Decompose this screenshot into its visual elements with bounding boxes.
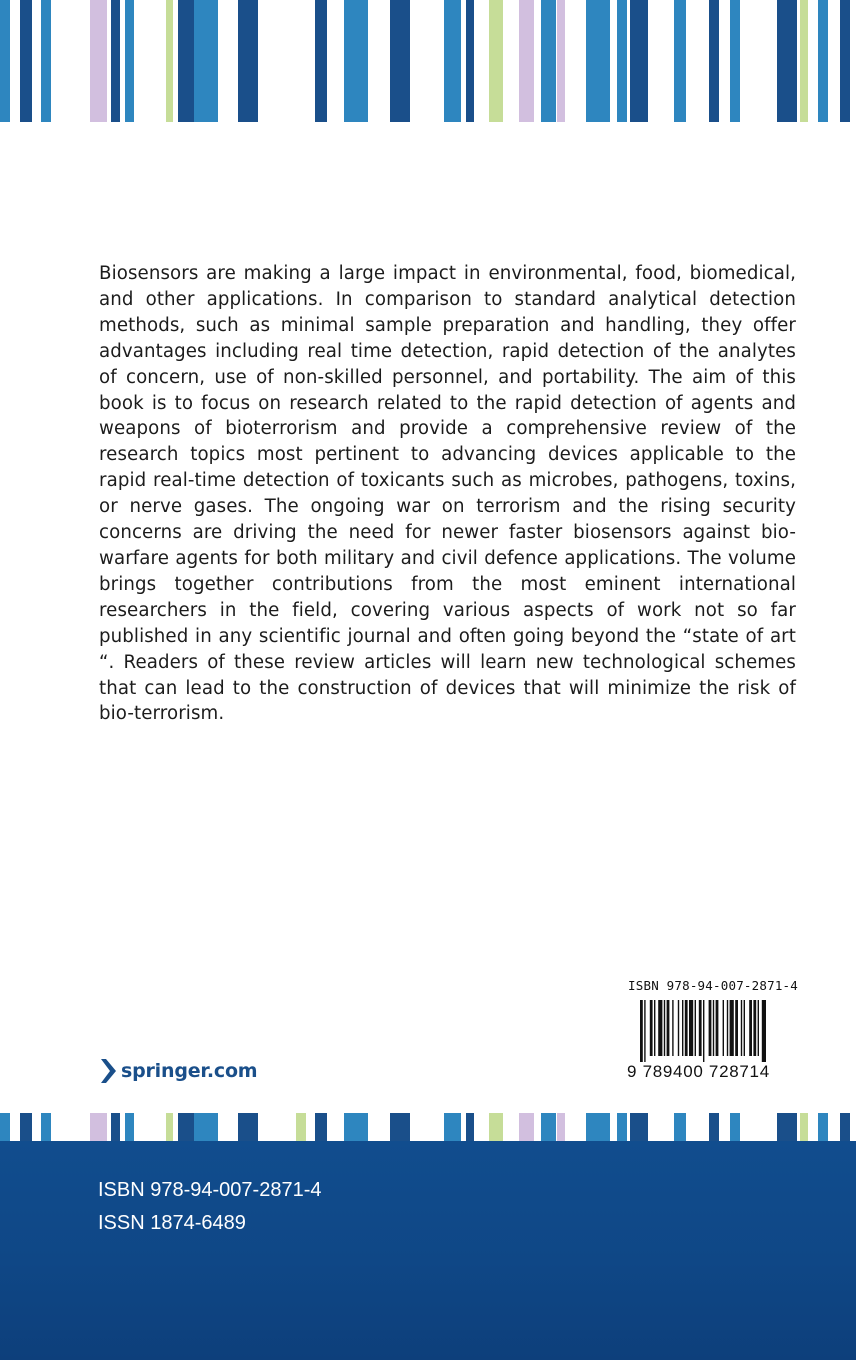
footer-isbn: ISBN 978-94-007-2871-4 — [98, 1179, 322, 1201]
stripe — [178, 1113, 194, 1141]
stripe — [489, 1113, 503, 1141]
bottom-stripe-band — [0, 1113, 856, 1141]
stripe — [444, 0, 461, 122]
stripe — [730, 1113, 740, 1141]
stripe — [557, 1113, 565, 1141]
stripe — [166, 1113, 173, 1141]
barcode-bar — [699, 1000, 702, 1056]
barcode-bar — [730, 1000, 734, 1056]
stripe — [111, 0, 120, 122]
stripe — [557, 0, 565, 122]
stripe — [90, 1113, 107, 1141]
stripe — [519, 1113, 534, 1141]
stripe — [444, 1113, 461, 1141]
stripe — [541, 0, 556, 122]
barcode-bar — [709, 1000, 712, 1056]
stripe — [41, 0, 51, 122]
barcode-bar — [749, 1000, 752, 1056]
stripe — [194, 1113, 218, 1141]
stripe — [125, 1113, 134, 1141]
barcode-bars — [640, 1000, 798, 1062]
stripe — [41, 1113, 51, 1141]
top-stripe-band — [0, 0, 856, 122]
barcode-bar — [664, 1000, 665, 1056]
stripe — [617, 0, 627, 122]
stripe — [466, 0, 474, 122]
barcode-bar — [758, 1000, 759, 1056]
stripe — [800, 1113, 808, 1141]
stripe — [296, 1113, 306, 1141]
stripe — [238, 1113, 258, 1141]
stripe — [777, 0, 797, 122]
barcode-digits: 9 789400 728714 — [627, 1062, 770, 1081]
barcode-bar — [716, 1000, 719, 1056]
stripe — [674, 1113, 686, 1141]
stripe — [818, 0, 828, 122]
isbn-barcode-block — [613, 978, 803, 1090]
stripe — [344, 1113, 368, 1141]
barcode-bar — [658, 1000, 662, 1056]
stripe — [586, 0, 610, 122]
stripe — [630, 0, 648, 122]
stripe — [111, 1113, 120, 1141]
barcode-bar — [762, 1000, 766, 1062]
stripe — [777, 1113, 797, 1141]
barcode-bar — [735, 1000, 738, 1056]
stripe — [125, 0, 134, 122]
barcode-bar — [650, 1000, 653, 1056]
stripe — [20, 0, 32, 122]
barcode-bar — [695, 1000, 696, 1056]
stripe — [390, 1113, 410, 1141]
stripe — [390, 0, 410, 122]
stripe — [586, 1113, 610, 1141]
barcode-bar — [703, 1000, 704, 1062]
barcode-bar — [672, 1000, 673, 1056]
barcode-bar — [682, 1000, 683, 1056]
barcode-bar — [727, 1000, 728, 1056]
stripe — [194, 0, 218, 122]
stripe — [709, 1113, 719, 1141]
stripe — [519, 0, 534, 122]
stripe — [315, 1113, 327, 1141]
barcode-bar — [644, 1000, 645, 1062]
stripe — [466, 1113, 474, 1141]
barcode-bar — [640, 1000, 643, 1062]
barcode-bar — [689, 1000, 693, 1056]
footer-issn: ISSN 1874-6489 — [98, 1212, 246, 1234]
stripe — [20, 1113, 32, 1141]
stripe — [0, 1113, 10, 1141]
stripe — [238, 0, 258, 122]
stripe — [617, 1113, 627, 1141]
stripe — [674, 0, 686, 122]
stripe — [630, 1113, 648, 1141]
barcode-bar — [753, 1000, 756, 1056]
publisher-url: springer.com — [121, 1060, 258, 1082]
barcode-bar — [741, 1000, 742, 1056]
barcode-bar — [685, 1000, 688, 1056]
stripe — [489, 0, 503, 122]
stripe — [315, 0, 327, 122]
barcode-bar — [654, 1000, 655, 1056]
chevron-right-icon — [99, 1058, 117, 1084]
stripe — [90, 0, 107, 122]
stripe — [840, 0, 850, 122]
stripe — [730, 0, 740, 122]
barcode-bar — [723, 1000, 724, 1056]
barcode-bar — [667, 1000, 670, 1056]
barcode-bar — [744, 1000, 745, 1056]
publisher-link[interactable] — [99, 1056, 257, 1086]
back-cover-blurb: Biosensors are making a large impact in environmental, food, biomedical, and other applications. In comparison to standard analytical detection methods, such as minimal sample preparation and handling, they offer advantages including real time detection, rapid detection of the analytes of concern, use of non-skilled personnel, and portability. The aim of this book is to focus on research related to the rapid detection of agents and weapons of bioterrorism and provide a comprehensive review of the research topics most pertinent to advancing devices applicable to the rapid real-time detection of toxicants such as microbes, pathogens, toxins, or nerve gases. The ongoing war on terrorism and the rising security concerns are driving the need for newer faster biosensors against bio-warfare agents for both military and civil defence applications. The volume brings together contributions from the most eminent international researchers in the field, covering various aspects of work not so far published in any scientific journal and often going beyond the “state of art “. Readers of these review articles will learn new technological schemes that can lead to the construction of devices that will minimize the risk of bio-terrorism. — [99, 263, 796, 725]
barcode-bar — [713, 1000, 714, 1056]
stripe — [840, 1113, 850, 1141]
stripe — [800, 0, 808, 122]
stripe — [709, 0, 719, 122]
stripe — [178, 0, 194, 122]
stripe — [541, 1113, 556, 1141]
stripe — [818, 1113, 828, 1141]
stripe — [344, 0, 368, 122]
barcode-isbn-label: ISBN 978-94-007-2871-4 — [628, 978, 798, 993]
stripe — [0, 0, 10, 122]
footer-band — [0, 1141, 856, 1360]
stripe — [166, 0, 173, 122]
barcode-bar — [678, 1000, 679, 1056]
